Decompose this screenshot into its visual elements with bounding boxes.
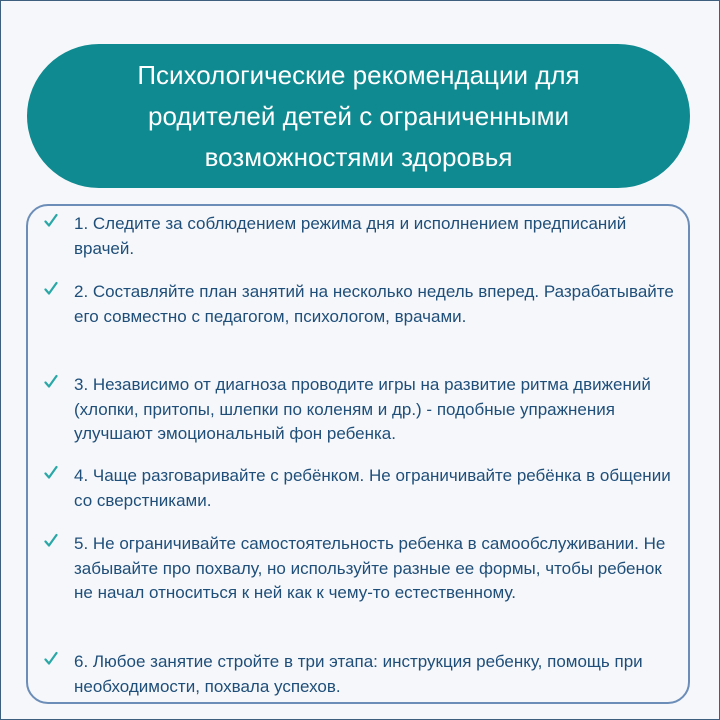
item-text: 2. Составляйте план занятий на несколько недель вперед. Разрабатывайте его совместно с педагогом, психологом, врачами. xyxy=(74,282,674,326)
check-icon xyxy=(44,213,58,229)
item-text: 4. Чаще разговаривайте с ребёнком. Не ограничивайте ребёнка в общении со сверстниками. xyxy=(74,466,671,510)
recommendations-box xyxy=(26,204,690,704)
item-text: 5. Не ограничивайте самостоятельность ребенка в самообслуживании. Не забывайте про похвалу, но используйте разные ее формы, чтобы ребенок не начал относиться к ней как к чему-то естественному. xyxy=(74,534,666,602)
item-text: 3. Независимо от диагноза проводите игры на развитие ритма движений (хлопки, притопы, шлепки по коленям и др.) - подобные упражнения улучшают эмоциональный фон ребенка. xyxy=(74,375,651,443)
item-text: 1. Следите за соблюдением режима дня и исполнением предписаний врачей. xyxy=(74,214,627,258)
check-icon xyxy=(44,465,58,481)
check-icon xyxy=(44,281,58,297)
item-text: 6. Любое занятие стройте в три этапа: инструкция ребенку, помощь при необходимости, похвала успехов. xyxy=(74,652,643,696)
page-title: Психологические рекомендации для родителей детей с ограниченными возможностями здоровья xyxy=(137,59,580,172)
title-banner xyxy=(27,44,690,188)
check-icon xyxy=(44,374,58,390)
check-icon xyxy=(44,533,58,549)
check-icon xyxy=(44,651,58,667)
